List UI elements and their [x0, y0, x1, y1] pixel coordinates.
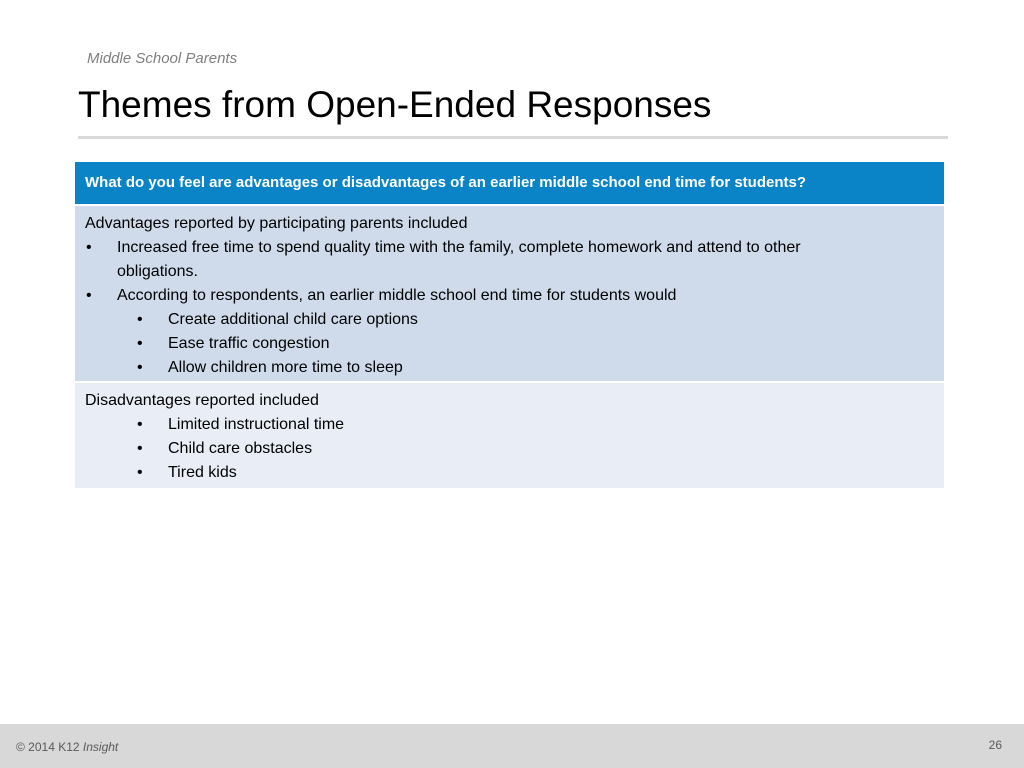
bullet-icon: • [137, 416, 143, 433]
bullet-text: Allow children more time to sleep [168, 359, 403, 376]
bullet-text: Create additional child care options [168, 311, 418, 328]
bullet-icon: • [137, 440, 143, 457]
disadvantages-heading: Disadvantages reported included [85, 392, 319, 409]
slide-title: Themes from Open-Ended Responses [78, 84, 712, 125]
bullet-icon: • [137, 464, 143, 481]
bullet-icon: • [137, 335, 143, 352]
list-item [85, 284, 934, 308]
footer-bar [0, 724, 1024, 768]
bullet-text: Increased free time to spend quality time with the family, complete homework and attend to other [117, 239, 801, 256]
title-divider [78, 136, 948, 139]
bullet-text: Limited instructional time [168, 416, 345, 433]
bullet-text: Ease traffic congestion [168, 335, 330, 352]
copyright-prefix: © 2014 K12 [16, 740, 83, 754]
bullet-text: Tired kids [168, 464, 237, 481]
bullet-icon: • [137, 359, 143, 376]
list-item [85, 461, 934, 485]
list-item [85, 236, 934, 284]
advantages-heading: Advantages reported by participating parents included [85, 215, 468, 232]
bullet-text: According to respondents, an earlier middle school end time for students would [117, 287, 677, 304]
page-number: 26 [988, 738, 1002, 752]
bullet-icon: • [86, 287, 92, 304]
copyright-notice [16, 740, 118, 754]
list-item [85, 356, 934, 380]
section-subtitle: Middle School Parents [87, 50, 238, 67]
responses-table [75, 162, 944, 488]
bullet-text: Child care obstacles [168, 440, 313, 457]
disadvantages-row [75, 381, 944, 488]
list-item [85, 308, 934, 332]
question-header: What do you feel are advantages or disadvantages of an earlier middle school end time for students? [75, 162, 944, 204]
brand-name: Insight [82, 740, 119, 754]
list-item [85, 437, 934, 461]
bullet-icon: • [137, 311, 143, 328]
bullet-icon: • [86, 239, 92, 256]
list-item [85, 413, 934, 437]
advantages-row [75, 204, 944, 381]
list-item [85, 332, 934, 356]
bullet-text-continued: obligations. [117, 263, 198, 280]
